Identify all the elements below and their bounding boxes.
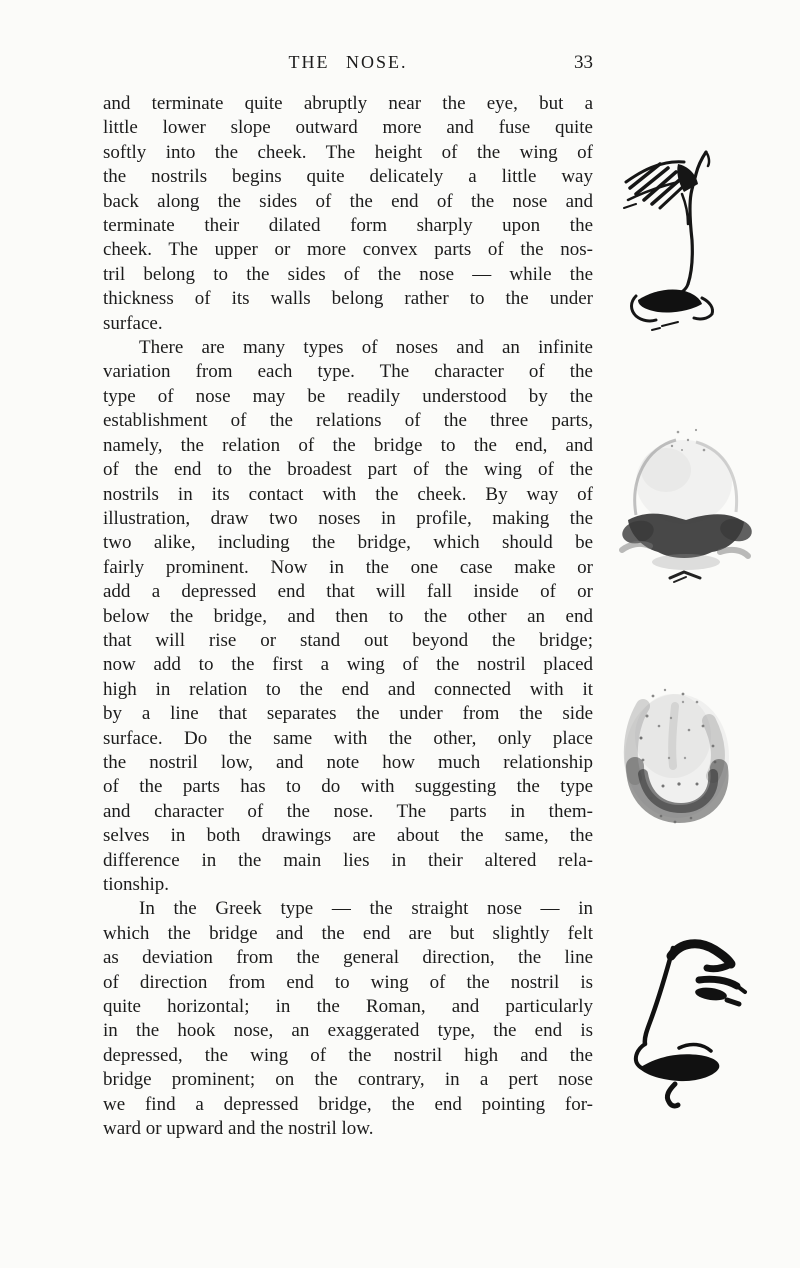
text-line: In the Greek type — the straight nose — in [139, 898, 593, 920]
text-line: nostrils in its contact with the cheek. By way of [103, 483, 593, 505]
text-line: namely, the relation of the bridge to the end, and [103, 434, 593, 456]
nose-profile-ink-icon [623, 918, 758, 1118]
text-line: There are many types of noses and an infinite [139, 337, 593, 359]
text-line: and terminate quite abruptly near the eye, but a [103, 93, 593, 114]
text-line: surface. [103, 312, 163, 334]
text-line: terminate their dilated form sharply upon the [103, 215, 593, 237]
text-line: of direction from end to wing of the nostril is [103, 971, 593, 993]
text-line: of the parts has to do with suggesting the type [103, 776, 593, 798]
nose-underside-charcoal-icon [616, 420, 756, 595]
nose-front-stipple-icon [613, 666, 748, 851]
text-line: difference in the main lies in their altered rela- [103, 849, 593, 871]
text-line: softly into the cheek. The height of the wing of [103, 141, 593, 163]
text-line: establishment of the relations of the three parts, [103, 410, 593, 432]
text-line: of the end to the broadest part of the wing of the [103, 459, 593, 481]
text-line: surface. Do the same with the other, only place [103, 727, 593, 749]
running-title: THE NOSE. [288, 52, 408, 72]
text-line: back along the sides of the end of the nose and [103, 190, 593, 212]
text-line: the nostril low, and note how much relationship [103, 751, 593, 773]
text-line: tril belong to the sides of the nose — while the [103, 263, 593, 285]
text-line: ward or upward and the nostril low. [103, 1118, 374, 1140]
text-line: type of nose may be readily understood by the [103, 385, 593, 407]
paragraph [103, 336, 593, 897]
text-line: by a line that separates the under from the side [103, 703, 593, 725]
text-line: illustration, draw two noses in profile, making the [103, 507, 593, 529]
text-line: variation from each type. The character of the [103, 361, 593, 383]
text-line: we find a depressed bridge, the end pointing for- [103, 1093, 593, 1115]
text-column [103, 92, 593, 1141]
text-line: two alike, including the bridge, which should be [103, 532, 593, 554]
illustration-nose-profile-pen-sketch [622, 148, 742, 343]
illustration-nose-underside-charcoal-sketch [616, 420, 756, 595]
text-line: fairly prominent. Now in the one case make or [103, 556, 593, 578]
paragraph [103, 92, 593, 336]
text-line: depressed, the wing of the nostril high and the [103, 1044, 593, 1066]
text-line: thickness of its walls belong rather to the under [103, 288, 593, 310]
text-line: that will rise or stand out beyond the bridge; [103, 629, 593, 651]
text-line: selves in both drawings are about the same, the [103, 825, 593, 847]
text-line: quite horizontal; in the Roman, and particularly [103, 996, 593, 1018]
nose-profile-pen-icon [622, 148, 742, 343]
text-line: below the bridge, and then to the other an end [103, 605, 593, 627]
page-number: 33 [574, 52, 593, 73]
text-line: as deviation from the general direction, the line [103, 947, 593, 969]
text-line: bridge prominent; on the contrary, in a pert nose [103, 1069, 593, 1091]
text-line: now add to the first a wing of the nostril placed [103, 654, 593, 676]
paragraph [103, 897, 593, 1141]
text-line: in the hook nose, an exaggerated type, the end is [103, 1020, 593, 1042]
text-line: tionship. [103, 874, 169, 895]
illustration-nose-profile-ink-sketch [623, 918, 758, 1118]
illustration-nose-front-stipple-sketch [613, 666, 748, 851]
text-line: the nostrils begins quite delicately a little way [103, 166, 593, 188]
text-line: cheek. The upper or more convex parts of the nos- [103, 239, 593, 261]
text-line: little lower slope outward more and fuse quite [103, 117, 593, 139]
page-header [103, 52, 593, 76]
text-line: which the bridge and the end are but slightly felt [103, 922, 593, 944]
text-line: and character of the nose. The parts in them- [103, 800, 593, 822]
text-line: add a depressed end that will fall inside of or [103, 581, 593, 603]
text-line: high in relation to the end and connected with it [103, 678, 593, 700]
